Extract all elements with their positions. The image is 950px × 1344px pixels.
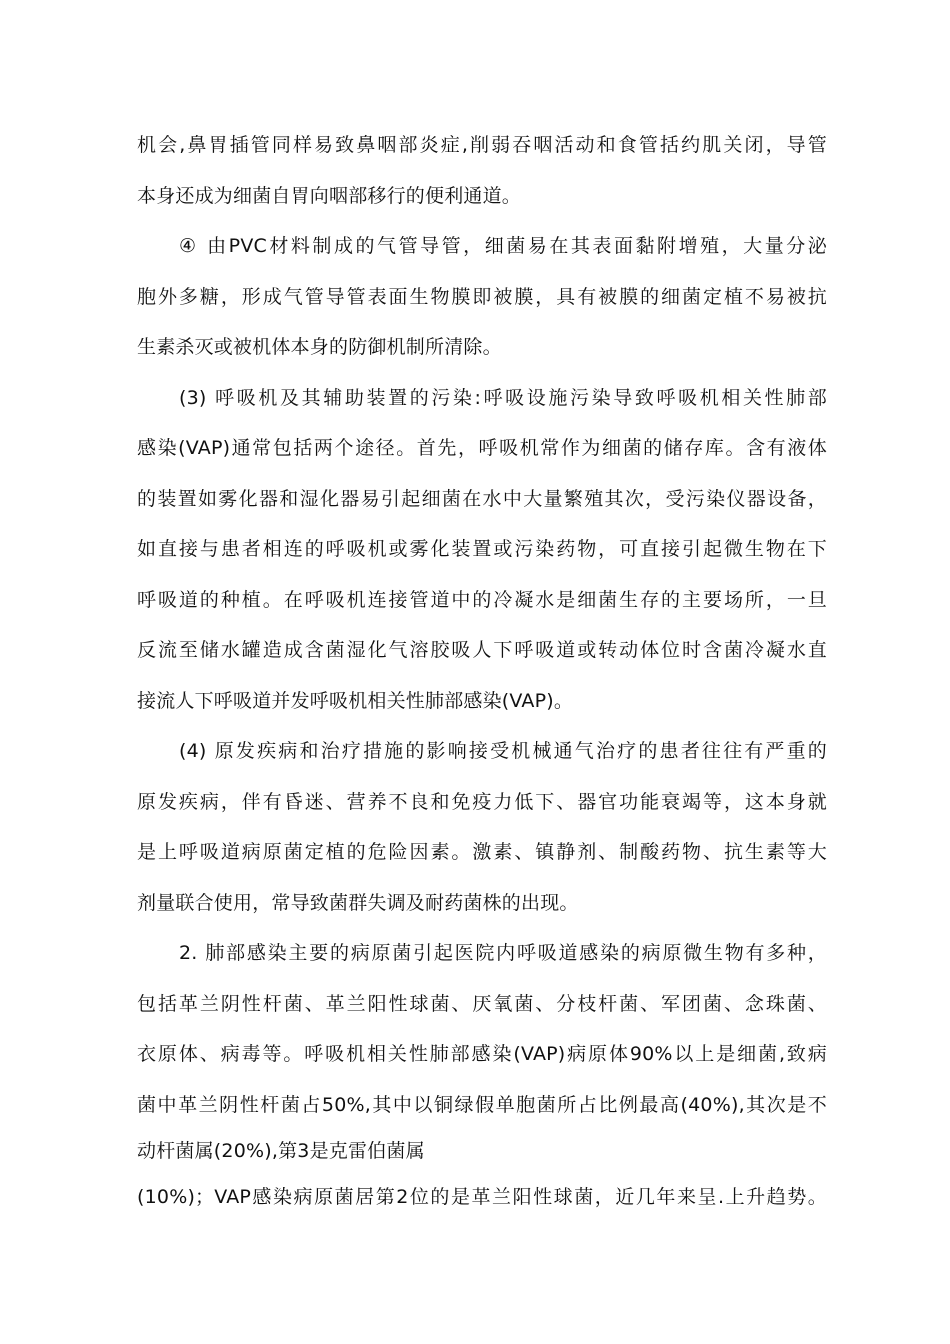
text-line: 感染(VAP)通常包括两个途径。首先，呼吸机常作为细菌的储存库。含有液体 xyxy=(137,437,827,459)
text-line: 反流至储水罐造成含菌湿化气溶胶吸人下呼吸道或转动体位时含菌冷凝水直 xyxy=(137,639,827,661)
text-line: ④ 由PVC材料制成的气管导管，细菌易在其表面黏附增殖，大量分泌 xyxy=(179,235,827,257)
text-line: 是上呼吸道病原菌定植的危险因素。激素、镇静剂、制酸药物、抗生素等大 xyxy=(137,841,827,863)
body-text xyxy=(137,120,827,1223)
text-line: 菌中革兰阴性杆菌占50%,其中以铜绿假单胞菌所占比例最高(40%),其次是不 xyxy=(137,1093,827,1116)
text-line: (3) 呼吸机及其辅助装置的污染:呼吸设施污染导致呼吸机相关性肺部 xyxy=(179,386,827,409)
text-line: 胞外多糖，形成气管导管表面生物膜即被膜，具有被膜的细菌定植不易被抗 xyxy=(137,285,827,308)
text-line: 衣原体、病毒等。呼吸机相关性肺部感染(VAP)病原体90%以上是细菌,致病 xyxy=(137,1043,827,1065)
text-line: 呼吸道的种植。在呼吸机连接管道中的冷凝水是细菌生存的主要场所，一旦 xyxy=(137,588,827,611)
text-line: 剂量联合使用，常导致菌群失调及耐药菌株的出现。 xyxy=(137,891,579,914)
text-line: 包括革兰阴性杆菌、革兰阳性球菌、厌氧菌、分枝杆菌、军团菌、念珠菌、 xyxy=(137,992,827,1015)
text-line: (4) 原发疾病和治疗措施的影响接受机械通气治疗的患者往往有严重的 xyxy=(179,740,827,762)
text-line: 原发疾病，伴有昏迷、营养不良和免疫力低下、器官功能衰竭等，这本身就 xyxy=(137,790,827,813)
text-line: 机会,鼻胃插管同样易致鼻咽部炎症,削弱吞咽活动和食管括约肌关闭，导管 xyxy=(137,134,827,156)
text-line: (10%)；VAP感染病原菌居第2位的是革兰阳性球菌，近几年来呈.上升趋势。 xyxy=(137,1186,827,1208)
text-line: 动杆菌属(20%),第3是克雷伯菌属 xyxy=(137,1140,425,1162)
text-line: 生素杀灭或被机体本身的防御机制所清除。 xyxy=(137,336,502,358)
text-line: 的装置如雾化器和湿化器易引起细菌在水中大量繁殖其次，受污染仪器设备， xyxy=(137,487,827,510)
text-line: 2. 肺部感染主要的病原菌引起医院内呼吸道感染的病原微生物有多种， xyxy=(179,942,827,964)
text-line: 本身还成为细菌自胃向咽部移行的便利通道。 xyxy=(137,184,522,207)
text-line: 接流人下呼吸道并发呼吸机相关性肺部感染(VAP)。 xyxy=(137,689,574,712)
text-line: 如直接与患者相连的呼吸机或雾化装置或污染药物，可直接引起微生物在下 xyxy=(137,538,827,560)
